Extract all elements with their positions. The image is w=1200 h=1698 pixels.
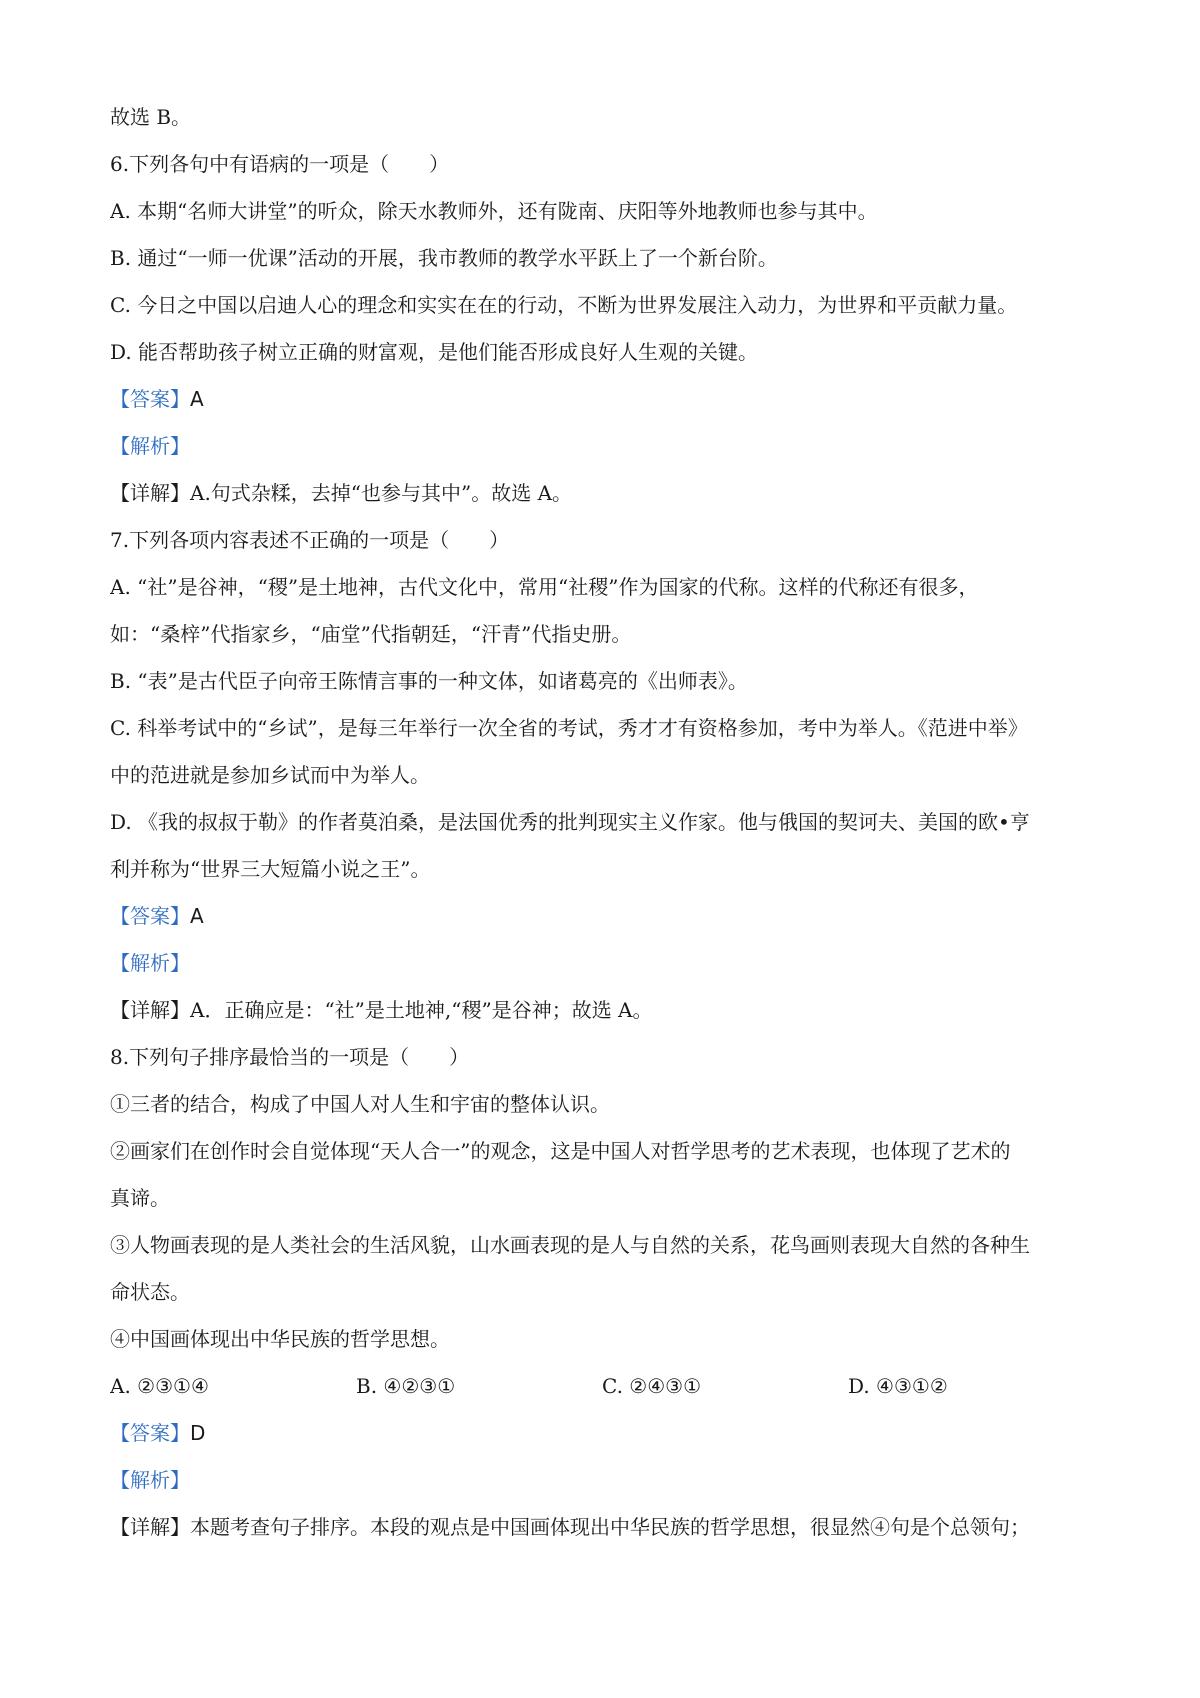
question-8-option-d: D. ④③①② [848, 1374, 948, 1398]
question-6-detail: 【详解】A.句式杂糅，去掉“也参与其中”。故选 A。 [110, 481, 573, 505]
question-7-option-a-cont: 如：“桑梓”代指家乡，“庙堂”代指朝廷，“汗青”代指史册。 [110, 622, 632, 646]
answer-value: D [190, 1421, 206, 1445]
analysis-label: 【解析】 [110, 951, 190, 975]
question-7-option-c: C. 科举考试中的“乡试”，是每三年举行一次全省的考试，秀才才有资格参加，考中为举人。《范进中举》 [110, 716, 1028, 740]
question-8-option-a: A. ②③①④ [110, 1374, 209, 1398]
question-7-option-a: A. “社”是谷神，“稷”是土地神，古代文化中，常用“社稷”作为国家的代称。这样的代称还有很多， [110, 575, 979, 599]
question-8-detail: 【详解】本题考查句子排序。本段的观点是中国画体现出中华民族的哲学思想，很显然④句是个总领句； [110, 1515, 1030, 1539]
question-7-stem: 7.下列各项内容表述不正确的一项是（ ） [110, 528, 510, 552]
question-8-sentence-2: ②画家们在创作时会自觉体现“天人合一”的观念，这是中国人对哲学思考的艺术表现，也体现了艺术的 [110, 1139, 1011, 1163]
question-6-answer [110, 376, 1100, 423]
question-6-option-d: D. 能否帮助孩子树立正确的财富观，是他们能否形成良好人生观的关键。 [110, 340, 759, 364]
question-8-option-c: C. ②④③① [602, 1374, 702, 1398]
question-8-option-b: B. ④②③① [356, 1374, 456, 1398]
question-7-answer [110, 893, 1100, 940]
answer-label: 【答案】 [110, 1421, 190, 1445]
question-6-option-a: A. 本期“名师大讲堂”的听众，除天水教师外，还有陇南、庆阳等外地教师也参与其中。 [110, 199, 878, 223]
question-8-sentence-3-cont: 命状态。 [110, 1280, 190, 1304]
question-8-sentence-3: ③人物画表现的是人类社会的生活风貌，山水画表现的是人与自然的关系，花鸟画则表现大自然的各种生 [110, 1233, 1030, 1257]
question-7-option-d-cont: 利并称为“世界三大短篇小说之王”。 [110, 857, 431, 881]
question-7-option-c-cont: 中的范进就是参加乡试而中为举人。 [110, 763, 430, 787]
question-7-analysis [110, 940, 1100, 987]
question-7-detail: 【详解】A．正确应是：“社”是土地神,“稷”是谷神；故选 A。 [110, 998, 653, 1022]
analysis-label: 【解析】 [110, 434, 190, 458]
question-8-sentence-2-cont: 真谛。 [110, 1186, 170, 1210]
question-7-option-b: B. “表”是古代臣子向帝王陈情言事的一种文体，如诸葛亮的《出师表》。 [110, 669, 748, 693]
question-8-sentence-1: ①三者的结合，构成了中国人对人生和宇宙的整体认识。 [110, 1092, 610, 1116]
question-8-sentence-4: ④中国画体现出中华民族的哲学思想。 [110, 1327, 450, 1351]
analysis-label: 【解析】 [110, 1468, 190, 1492]
answer-value: A [190, 904, 204, 928]
question-8-answer [110, 1410, 1100, 1457]
answer-label: 【答案】 [110, 904, 190, 928]
document-page [110, 94, 1100, 1551]
question-6-option-c: C. 今日之中国以启迪人心的理念和实实在在的行动，不断为世界发展注入动力，为世界和平贡献力量。 [110, 293, 1018, 317]
text-line: 故选 B。 [110, 105, 192, 129]
question-7-option-d: D. 《我的叔叔于勒》的作者莫泊桑，是法国优秀的批判现实主义作家。他与俄国的契诃夫、美国的欧•亨 [110, 810, 1030, 834]
question-6-option-b: B. 通过“一师一优课”活动的开展，我市教师的教学水平跃上了一个新台阶。 [110, 246, 778, 270]
question-6-stem: 6.下列各句中有语病的一项是（ ） [110, 152, 450, 176]
answer-value: A [190, 387, 204, 411]
question-8-stem: 8.下列句子排序最恰当的一项是（ ） [110, 1045, 470, 1069]
question-8-analysis [110, 1457, 1100, 1504]
question-8-options [110, 1363, 1100, 1410]
answer-label: 【答案】 [110, 387, 190, 411]
question-6-analysis [110, 423, 1100, 470]
